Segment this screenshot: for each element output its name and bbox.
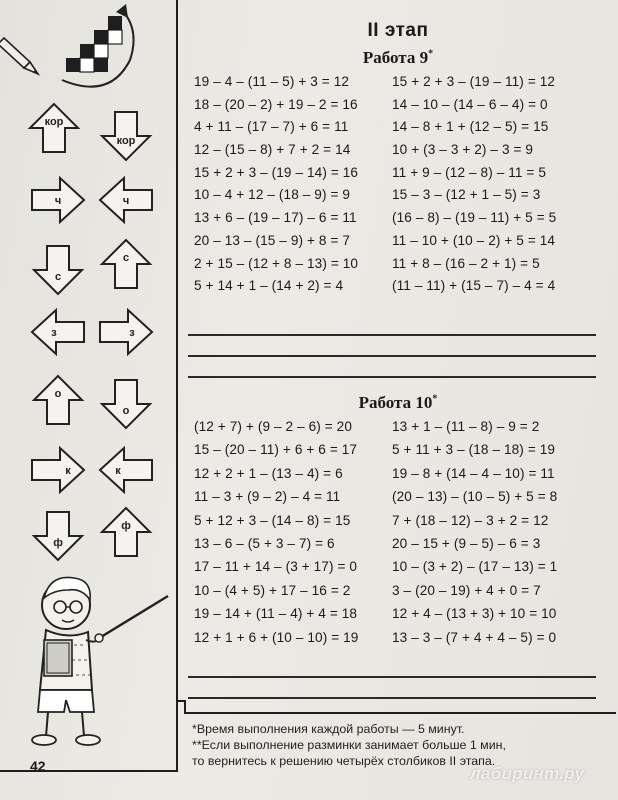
equation: 10 + (3 – 3 + 2) – 3 = 9	[392, 142, 534, 158]
footnote-time: *Время выполнения каждой работы — 5 минут.	[192, 722, 465, 736]
arrow-down-icon	[34, 512, 82, 560]
svg-text:о: о	[122, 405, 130, 417]
equation: 15 + 2 + 3 – (19 – 14) = 16	[194, 164, 359, 180]
boy-with-pointer-illustration	[32, 577, 168, 745]
answer-line	[188, 697, 596, 699]
stage-title: II этап	[367, 20, 429, 41]
equation: 11 – 10 + (10 – 2) + 5 = 14	[392, 232, 556, 248]
equation: 15 + 2 + 3 – (19 – 11) = 12	[392, 74, 556, 89]
footnotes	[192, 721, 612, 769]
arrow-right-icon	[32, 448, 84, 492]
equation: 3 – (20 – 19) + 4 + 0 = 7	[392, 582, 541, 598]
svg-text:з: з	[51, 327, 57, 339]
svg-text:кор: кор	[44, 116, 64, 128]
work-9-left-column	[194, 71, 358, 298]
equation: 7 + (18 – 12) – 3 + 2 = 12	[392, 512, 549, 528]
equation: 10 – (3 + 2) – (17 – 13) = 1	[392, 559, 558, 575]
arrow-up-icon	[30, 104, 78, 152]
left-illustration-column	[0, 0, 178, 800]
equation: 12 + 4 – (13 + 3) + 10 = 10	[392, 606, 557, 622]
arrow-left-icon	[32, 310, 84, 354]
arrow-up-icon	[102, 508, 150, 556]
equation: 13 + 1 – (11 – 8) – 9 = 2	[392, 419, 540, 434]
arrow-left-icon	[100, 178, 152, 222]
answer-line	[188, 676, 596, 678]
equation: 11 + 8 – (16 – 2 + 1) = 5	[392, 255, 540, 271]
equation: 5 + 11 + 3 – (18 – 18) = 19	[392, 442, 556, 458]
arrow-left-icon	[100, 448, 152, 492]
answer-line	[188, 355, 596, 357]
svg-text:к: к	[65, 465, 71, 477]
arrow-up-icon	[102, 240, 150, 288]
arrow-up-icon	[34, 376, 82, 424]
svg-text:кор: кор	[116, 135, 136, 147]
equation: 13 – 6 – (5 + 3 – 7) = 6	[194, 535, 335, 551]
equation: 13 – 3 – (7 + 4 + 4 – 5) = 0	[392, 629, 557, 645]
equation: (20 – 13) – (10 – 5) + 5 = 8	[392, 489, 558, 505]
arrow-down-icon	[102, 380, 150, 428]
svg-text:о: о	[54, 388, 62, 400]
watermark: лабиринт.ру	[470, 764, 585, 783]
exercise-content	[188, 0, 608, 800]
equation: 19 – 8 + (14 – 4 – 10) = 11	[392, 465, 555, 481]
equation: 20 – 13 – (15 – 9) + 8 = 7	[194, 232, 351, 248]
arrow-down-icon	[34, 246, 82, 294]
equation: 10 – (4 + 5) + 17 – 16 = 2	[194, 582, 351, 598]
work-10-right-column	[392, 415, 557, 649]
equation: 12 – (15 – 8) + 7 + 2 = 14	[194, 142, 351, 158]
svg-text:ч: ч	[122, 195, 130, 207]
svg-text:ч: ч	[54, 195, 62, 207]
arrow-right-icon	[32, 178, 84, 222]
svg-text:з: з	[129, 327, 135, 339]
equation: 18 – (20 – 2) + 19 – 2 = 16	[194, 96, 358, 112]
footnote-warmup: **Если выполнение разминки занимает больше 1 мин,	[192, 738, 506, 752]
equation: 17 – 11 + 14 – (3 + 17) = 0	[194, 559, 358, 575]
answer-line	[188, 334, 596, 336]
column-divider	[176, 0, 178, 770]
svg-text:ф: ф	[121, 520, 131, 532]
equation: 13 + 6 – (19 – 17) – 6 = 11	[194, 210, 357, 226]
blocks-icon	[62, 4, 134, 87]
work-10-title: Работа 10*	[358, 393, 438, 412]
arrow-right-icon	[100, 310, 152, 354]
work-9-title: Работа 9*	[362, 48, 434, 67]
svg-text:к: к	[115, 465, 121, 477]
equation: 20 – 15 + (9 – 5) – 6 = 3	[392, 535, 541, 551]
equation: (16 – 8) – (19 – 11) + 5 = 5	[392, 210, 557, 226]
equation: 14 – 8 + 1 + (12 – 5) = 15	[392, 119, 549, 135]
equation: 5 + 12 + 3 – (14 – 8) = 15	[194, 512, 351, 528]
equation: 12 + 2 + 1 – (13 – 4) = 6	[194, 465, 343, 481]
footnote-warmup-cont: то вернитесь к решению четырёх столбиков II этапа.	[192, 754, 496, 768]
equation: 2 + 15 – (12 + 8 – 13) = 10	[194, 255, 359, 271]
svg-text:ф: ф	[53, 537, 63, 549]
equation: 19 – 4 – (11 – 5) + 3 = 12	[194, 74, 350, 89]
equation: 14 – 10 – (14 – 6 – 4) = 0	[392, 96, 548, 112]
svg-text:с: с	[54, 271, 62, 283]
work-9-right-column	[392, 71, 556, 298]
equation: 11 – 3 + (9 – 2) – 4 = 11	[194, 489, 341, 505]
equation: 5 + 14 + 1 – (14 + 2) = 4	[194, 278, 344, 294]
arrows-illustration	[0, 0, 178, 800]
pencil-icon	[0, 38, 38, 74]
equation: 4 + 11 – (17 – 7) + 6 = 11	[194, 119, 349, 135]
work-10-left-column	[194, 415, 358, 649]
equation: (11 – 11) + (15 – 7) – 4 = 4	[392, 278, 556, 294]
equation: 15 – (20 – 11) + 6 + 6 = 17	[194, 442, 358, 458]
equation: (12 + 7) + (9 – 2 – 6) = 20	[194, 419, 352, 434]
equation: 19 – 14 + (11 – 4) + 4 = 18	[194, 606, 358, 622]
equation: 10 – 4 + 12 – (18 – 9) = 9	[194, 187, 351, 203]
equation: 12 + 1 + 6 + (10 – 10) = 19	[194, 629, 359, 645]
step-line	[0, 770, 178, 772]
equation: 15 – 3 – (12 + 1 – 5) = 3	[392, 187, 541, 203]
answer-line	[188, 376, 596, 378]
page-number: 42	[30, 758, 46, 774]
equation: 11 + 9 – (12 – 8) – 11 = 5	[392, 164, 547, 180]
svg-text:с: с	[122, 252, 130, 264]
arrow-down-icon	[102, 112, 150, 160]
